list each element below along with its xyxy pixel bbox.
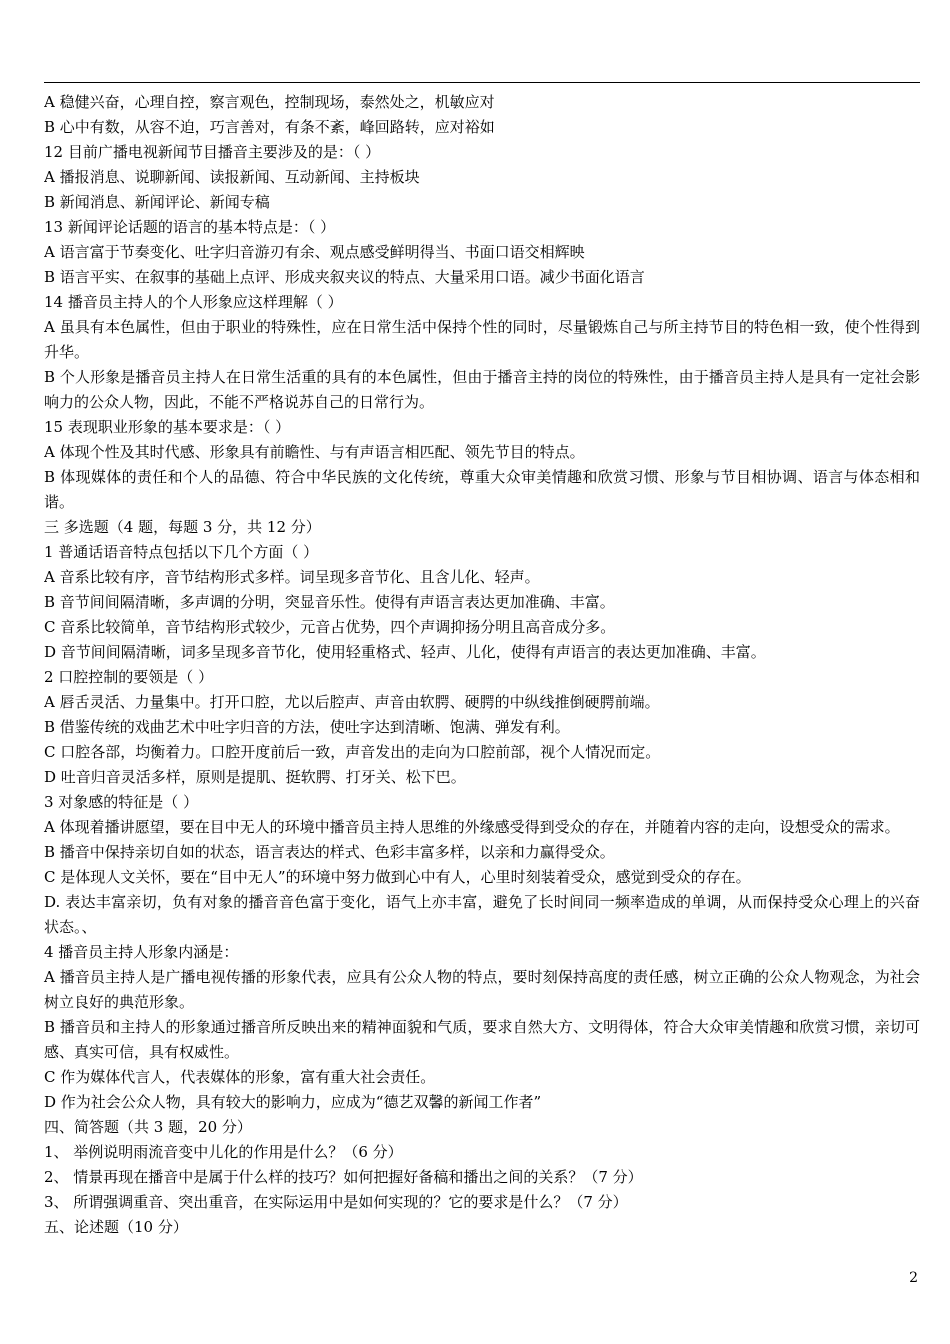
question-line: 2、 情景再现在播音中是属于什么样的技巧？如何把握好备稿和播出之间的关系？（7 分） — [44, 1168, 643, 1186]
question-line: 13 新闻评论话题的语言的基本特点是：（ ） — [44, 218, 336, 236]
option-line: B 播音中保持亲切自如的状态，语言表达的样式、色彩丰富多样，以亲和力赢得受众。 — [44, 843, 615, 861]
question-line: 15 表现职业形象的基本要求是：（ ） — [44, 418, 291, 436]
option-line: A 唇舌灵活、力量集中。打开口腔，尤以后腔声、声音由软腭、硬腭的中纵线推倒硬腭前端。 — [44, 693, 660, 711]
option-line: B 新闻消息、新闻评论、新闻专稿 — [44, 193, 270, 211]
question-line: 4 播音员主持人形象内涵是： — [44, 943, 239, 961]
option-paragraph: A 播音员主持人是广播电视传播的形象代表，应具有公众人物的特点，要时刻保持高度的责任感，树立正确的公众人物观念，为社会树立良好的典范形象。 — [44, 968, 920, 1011]
option-paragraph: B 体现媒体的责任和个人的品德、符合中华民族的文化传统，尊重大众审美情趣和欣赏习惯、形象与节目相协调、语言与体态相和谐。 — [44, 468, 920, 511]
page-number: 2 — [909, 1270, 918, 1286]
option-line: A 稳健兴奋，心理自控，察言观色，控制现场，泰然处之，机敏应对 — [44, 93, 495, 111]
option-line: C 音系比较简单，音节结构形式较少，元音占优势，四个声调抑扬分明且高音成分多。 — [44, 618, 616, 636]
option-paragraph: A 虽具有本色属性，但由于职业的特殊性，应在日常生活中保持个性的同时，尽量锻炼自己与所主持节目的特色相一致，使个性得到升华。 — [44, 318, 920, 361]
header-rule — [44, 82, 920, 83]
page-content — [44, 90, 920, 1240]
option-line: C 作为媒体代言人，代表媒体的形象，富有重大社会责任。 — [44, 1068, 436, 1086]
option-line: B 语言平实、在叙事的基础上点评、形成夹叙夹议的特点、大量采用口语。减少书面化语言 — [44, 268, 645, 286]
option-line: D 吐音归音灵活多样，原则是提肌、挺软腭、打牙关、松下巴。 — [44, 768, 466, 786]
question-line: 1、 举例说明雨流音变中儿化的作用是什么？（6 分） — [44, 1143, 403, 1161]
option-paragraph: A 体现着播讲愿望，要在目中无人的环境中播音员主持人思维的外缘感受得到受众的存在，并随着内容的走向，设想受众的需求。 — [44, 818, 900, 836]
question-line: 14 播音员主持人的个人形象应这样理解（ ） — [44, 293, 343, 311]
section-heading: 三 多选题（4 题，每题 3 分，共 12 分） — [44, 518, 321, 536]
option-line: D 音节间间隔清晰，词多呈现多音节化，使用轻重格式、轻声、儿化，使得有声语言的表达更加准确、丰富。 — [44, 643, 766, 661]
option-line: A 音系比较有序，音节结构形式多样。词呈现多音节化、且含儿化、轻声。 — [44, 568, 540, 586]
section-heading: 五、论述题（10 分） — [44, 1218, 188, 1236]
section-heading: 四、简答题（共 3 题，20 分） — [44, 1118, 252, 1136]
option-line: B 音节间间隔清晰，多声调的分明，突显音乐性。使得有声语言表达更加准确、丰富。 — [44, 593, 615, 611]
question-line: 3、 所谓强调重音、突出重音，在实际运用中是如何实现的？它的要求是什么？（7 分） — [44, 1193, 628, 1211]
option-line: C 口腔各部，均衡着力。口腔开度前后一致，声音发出的走向为口腔前部，视个人情况而定。 — [44, 743, 661, 761]
option-paragraph: D. 表达丰富亲切，负有对象的播音音色富于变化，语气上亦丰富，避免了长时间同一频率造成的单调，从而保持受众心理上的兴奋状态。、 — [44, 893, 920, 936]
option-line: C 是体现人文关怀，要在“目中无人”的环境中努力做到心中有人，心里时刻装着受众，感觉到受众的存在。 — [44, 868, 751, 886]
option-line: B 心中有数，从容不迫，巧言善对，有条不紊，峰回路转，应对裕如 — [44, 118, 495, 136]
option-line: A 体现个性及其时代感、形象具有前瞻性、与有声语言相匹配、领先节目的特点。 — [44, 443, 585, 461]
question-line: 3 对象感的特征是（ ） — [44, 793, 199, 811]
option-line: D 作为社会公众人物，具有较大的影响力，应成为“德艺双馨的新闻工作者” — [44, 1093, 542, 1111]
option-line: A 语言富于节奏变化、吐字归音游刃有余、观点感受鲜明得当、书面口语交相辉映 — [44, 243, 585, 261]
question-line: 12 目前广播电视新闻节目播音主要涉及的是：（ ） — [44, 143, 381, 161]
question-line: 1 普通话语音特点包括以下几个方面（ ） — [44, 543, 319, 561]
option-paragraph: B 播音员和主持人的形象通过播音所反映出来的精神面貌和气质，要求自然大方、文明得体，符合大众审美情趣和欣赏习惯，亲切可感、真实可信，具有权威性。 — [44, 1018, 920, 1061]
question-line: 2 口腔控制的要领是（ ） — [44, 668, 214, 686]
option-paragraph: B 个人形象是播音员主持人在日常生活重的具有的本色属性，但由于播音主持的岗位的特殊性，由于播音员主持人是具有一定社会影响力的公众人物，因此，不能不严格说苏自己的日常行为。 — [44, 368, 920, 411]
option-line: B 借鉴传统的戏曲艺术中吐字归音的方法，使吐字达到清晰、饱满、弹发有利。 — [44, 718, 570, 736]
option-line: A 播报消息、说聊新闻、读报新闻、互动新闻、主持板块 — [44, 168, 420, 186]
